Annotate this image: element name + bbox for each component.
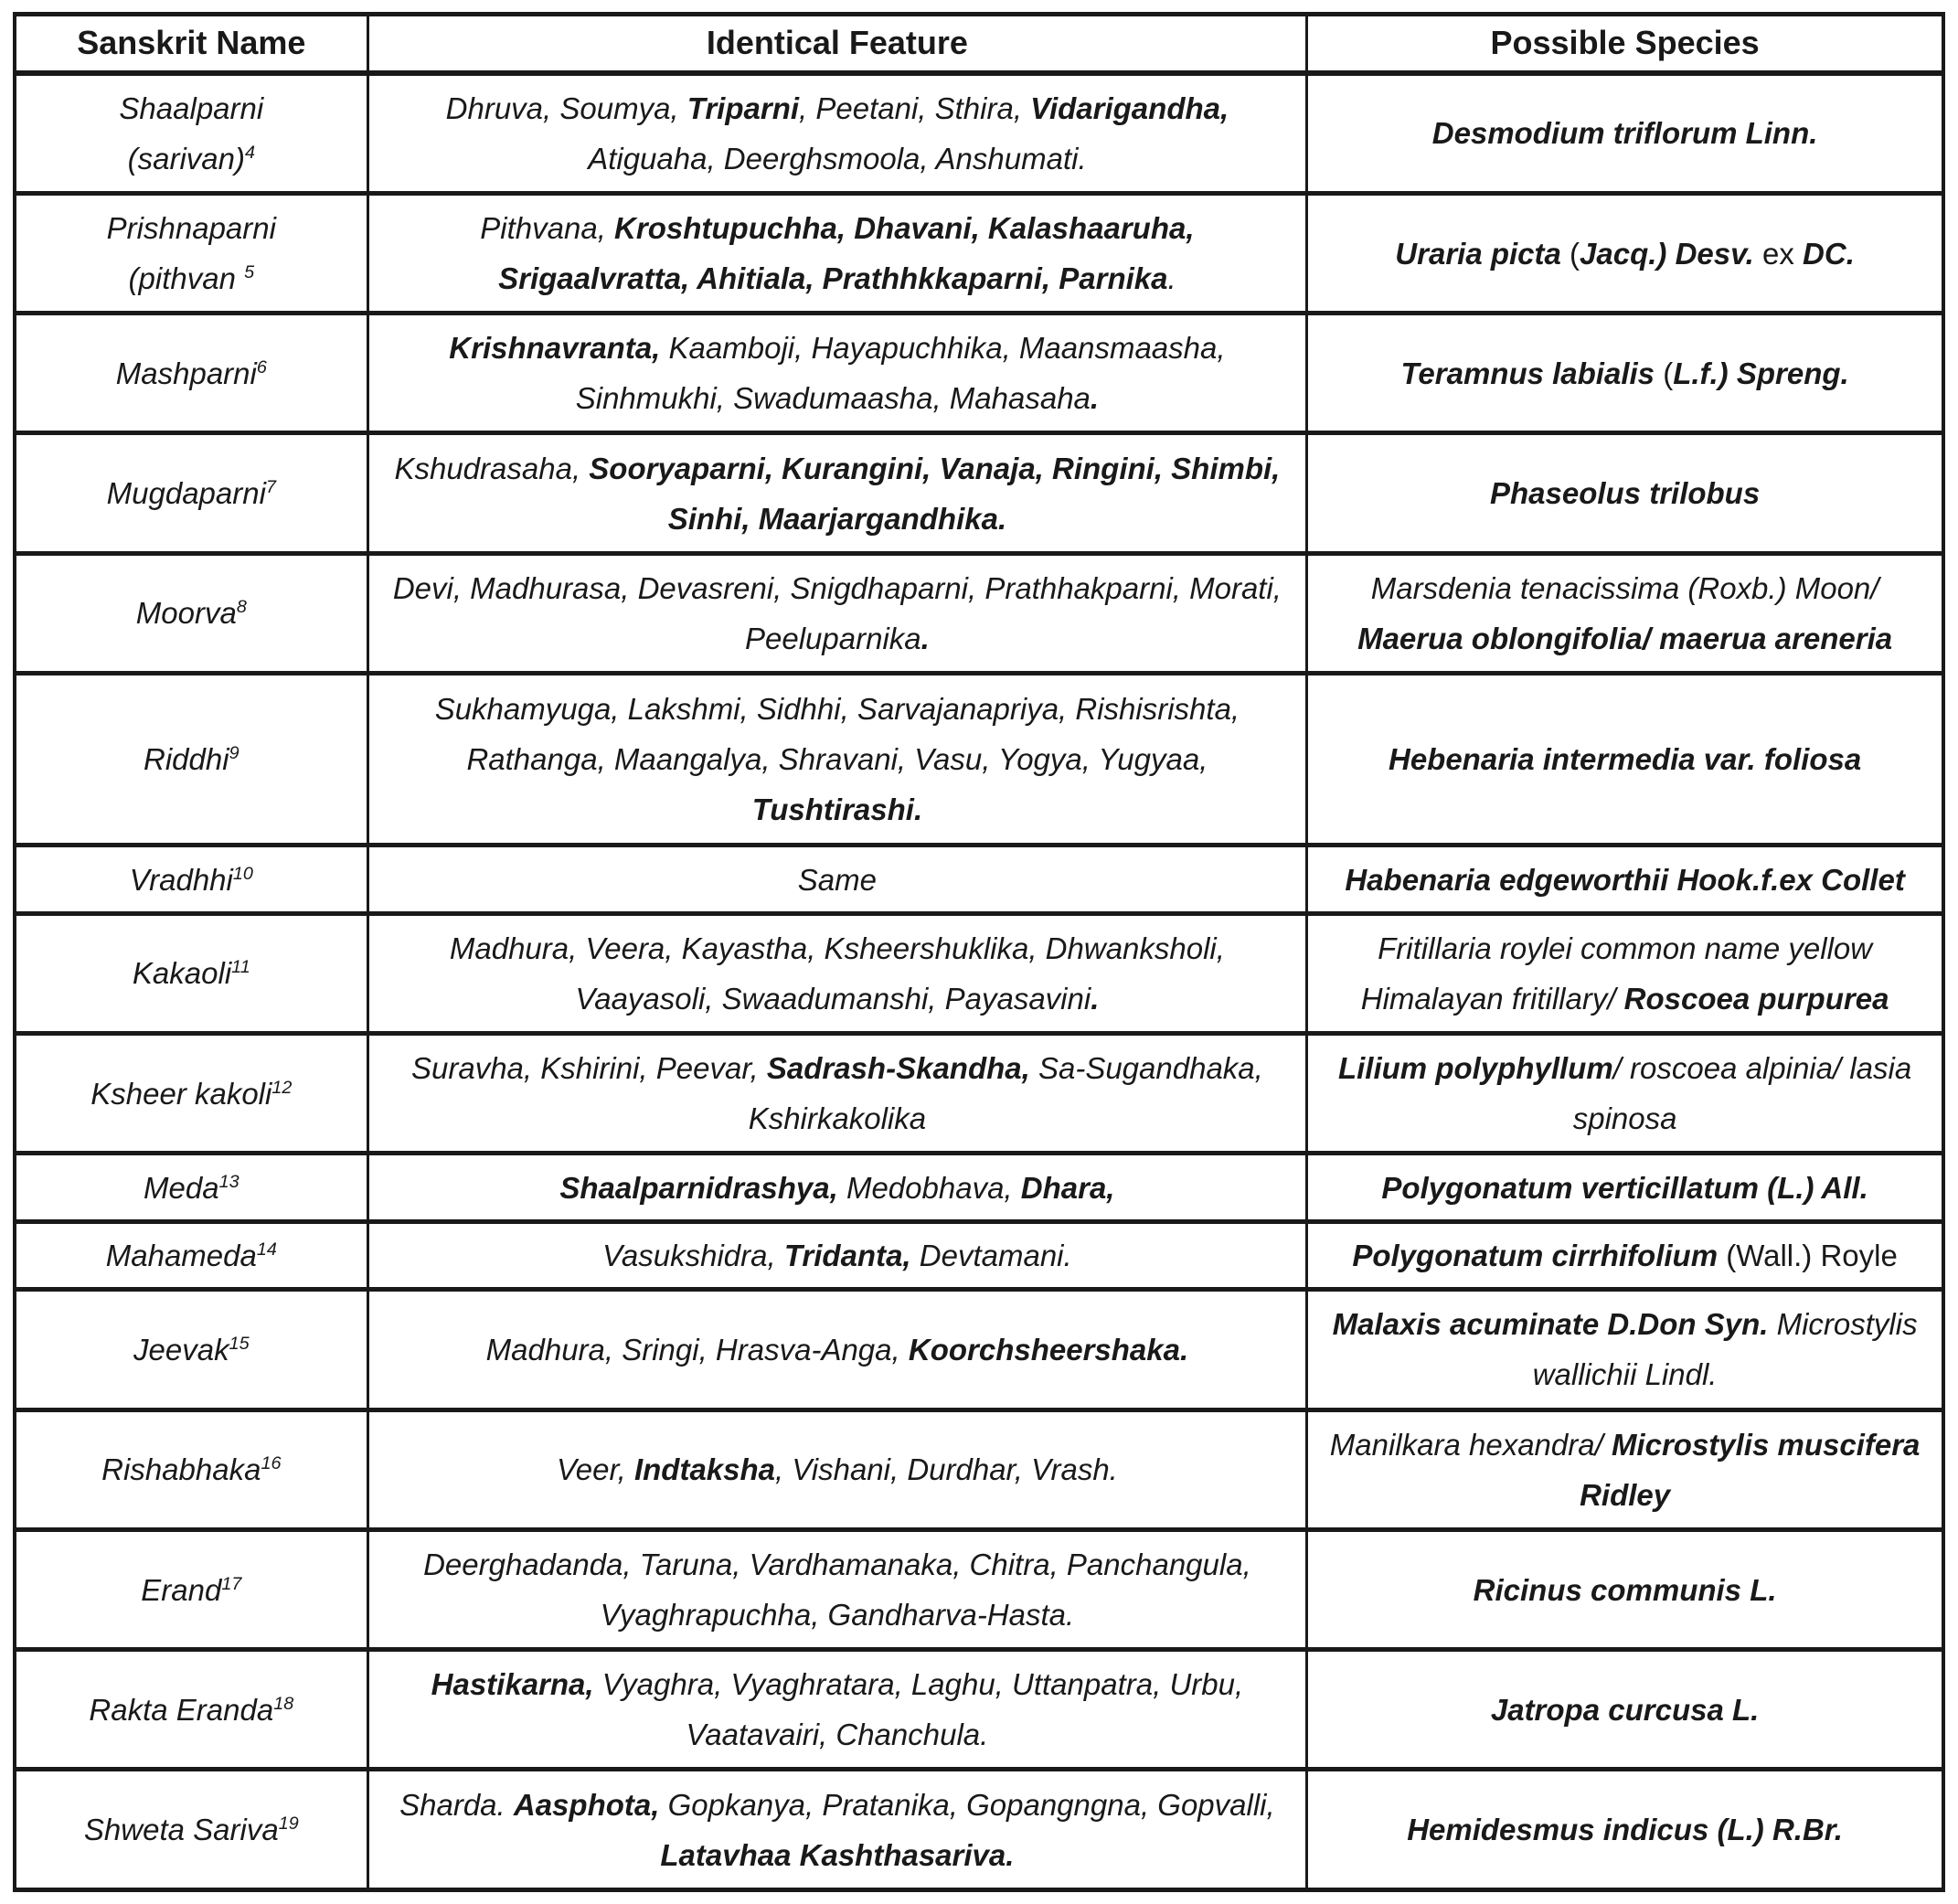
- reference-superscript: 18: [273, 1693, 294, 1714]
- possible-species-cell: [1307, 846, 1943, 913]
- text-segment: ex: [1753, 236, 1804, 271]
- table-row: [15, 1034, 1943, 1154]
- text-segment: Kaamboji, Hayapuchhika, Maansmaasha, Sinhmukhi, Swadumaasha, Mahasaha: [575, 331, 1226, 416]
- text-segment: Marsdenia tenacissima (Roxb.) Moon/: [1370, 570, 1879, 605]
- text-segment: Sadrash-Skandha,: [766, 1051, 1030, 1086]
- text-segment: Madhura, Sringi, Hrasva-Anga,: [485, 1332, 909, 1367]
- table-row: [15, 1650, 1943, 1770]
- table-body: [15, 73, 1943, 1890]
- possible-species-cell: [1307, 193, 1943, 313]
- identical-feature-cell: [367, 314, 1307, 433]
- table-row: [15, 433, 1943, 553]
- text-segment: Shaalparni: [119, 90, 264, 125]
- sanskrit-name-cell: [15, 193, 367, 313]
- possible-species-cell: [1307, 314, 1943, 433]
- text-segment: Triparni: [686, 90, 800, 125]
- text-segment: Veer,: [556, 1452, 634, 1487]
- sanskrit-name-cell: [15, 314, 367, 433]
- table-row: [15, 73, 1943, 194]
- text-segment: Same: [797, 862, 878, 897]
- text-segment: Roscoea purpurea: [1623, 981, 1889, 1016]
- table-row: [15, 1290, 1943, 1409]
- text-segment: Lilium polyphyllum: [1337, 1051, 1613, 1086]
- text-segment: Medobhava,: [837, 1170, 1021, 1205]
- text-segment: Ricinus communis L.: [1473, 1572, 1777, 1607]
- text-segment: , Peetani, Sthira,: [799, 90, 1031, 125]
- text-segment: Suravha, Kshirini, Peevar,: [410, 1051, 767, 1086]
- text-segment: Aasphota,: [513, 1787, 660, 1822]
- text-segment: .: [1091, 981, 1100, 1016]
- text-segment: Maerua oblongifolia/ maerua areneria: [1357, 621, 1893, 655]
- table-row: [15, 1154, 1943, 1221]
- text-segment: Rishabhaka: [101, 1452, 261, 1487]
- identical-feature-cell: [367, 674, 1307, 846]
- col-header-identical-feature: Identical Feature: [367, 15, 1307, 73]
- text-segment: Manilkara hexandra/: [1329, 1427, 1612, 1462]
- table-row: [15, 1529, 1943, 1649]
- text-segment: Atiguaha, Deerghsmoola, Anshumati.: [588, 141, 1087, 176]
- text-segment: Madhura, Veera, Kayastha, Ksheershuklika, Dhwanksholi, Vaayasoli, Swaadumanshi, Payasavini: [449, 931, 1225, 1016]
- table-row: [15, 553, 1943, 673]
- identical-feature-cell: [367, 1650, 1307, 1770]
- reference-superscript: 5: [244, 262, 255, 282]
- identical-feature-cell: [367, 73, 1307, 194]
- table-row: [15, 1221, 1943, 1289]
- text-segment: .: [1167, 261, 1176, 295]
- text-segment: Habenaria edgeworthii Hook.f.ex Collet: [1345, 862, 1905, 897]
- text-segment: Vasukshidra,: [602, 1239, 784, 1272]
- identical-feature-cell: [367, 1290, 1307, 1409]
- sanskrit-name-cell: [15, 73, 367, 194]
- text-segment: Sooryaparni, Kurangini, Vanaja, Ringini, Shimbi, Sinhi, Maarjargandhika.: [589, 451, 1281, 536]
- text-segment: DC.: [1803, 236, 1855, 271]
- text-segment: Microstylis muscifera Ridley: [1580, 1427, 1921, 1512]
- possible-species-cell: [1307, 433, 1943, 553]
- text-segment: Kshudrasaha,: [394, 451, 590, 485]
- sanskrit-name-cell: [15, 913, 367, 1033]
- header-row: [15, 15, 1943, 73]
- identical-feature-cell: [367, 1529, 1307, 1649]
- text-segment: Phaseolus trilobus: [1489, 476, 1761, 511]
- identical-feature-cell: [367, 433, 1307, 553]
- text-segment: Jatropa curcusa L.: [1490, 1692, 1760, 1727]
- text-segment: Uraria picta: [1395, 236, 1570, 271]
- text-segment: Tushtirashi.: [751, 792, 923, 827]
- sanskrit-name-cell: [15, 553, 367, 673]
- text-segment: (: [1663, 356, 1674, 390]
- table-row: [15, 1409, 1943, 1529]
- text-segment: Shweta Sariva: [83, 1813, 279, 1847]
- text-segment: Sa-Sugandhaka, Kshirkakolika: [748, 1051, 1263, 1136]
- text-segment: Vidarigandha,: [1030, 90, 1229, 125]
- text-segment: Rakta Eranda: [89, 1692, 274, 1727]
- possible-species-cell: [1307, 1034, 1943, 1154]
- possible-species-cell: [1307, 1650, 1943, 1770]
- text-segment: Krishnavranta,: [449, 331, 661, 366]
- reference-superscript: 14: [256, 1239, 277, 1260]
- reference-superscript: 6: [256, 356, 267, 378]
- text-segment: .: [1090, 381, 1100, 416]
- text-segment: Jeevak: [133, 1332, 229, 1367]
- reference-superscript: 7: [265, 477, 276, 498]
- sanskrit-name-cell: [15, 1650, 367, 1770]
- text-segment: Koorchsheershaka.: [908, 1332, 1189, 1367]
- text-segment: Dhruva, Soumya,: [445, 90, 687, 125]
- text-segment: Vyaghra, Vyaghratara, Laghu, Uttanpatra, Urbu, Vaatavairi, Chanchula.: [593, 1667, 1244, 1752]
- reference-superscript: 17: [221, 1573, 242, 1594]
- text-segment: Devtamani.: [910, 1239, 1072, 1272]
- text-segment: Microstylis wallichii Lindl.: [1532, 1307, 1918, 1392]
- reference-superscript: 16: [261, 1453, 282, 1474]
- identical-feature-cell: [367, 913, 1307, 1033]
- text-segment: L.f.) Spreng.: [1673, 356, 1849, 390]
- sanskrit-name-cell: [15, 1290, 367, 1409]
- text-segment: Mashparni: [115, 356, 257, 390]
- text-segment: Polygonatum cirrhifolium: [1352, 1239, 1719, 1272]
- text-segment: Indtaksha: [633, 1452, 776, 1487]
- text-segment: Desmodium triflorum Linn.: [1431, 116, 1818, 151]
- identical-feature-cell: [367, 1154, 1307, 1221]
- identical-feature-cell: [367, 1770, 1307, 1890]
- text-segment: Kakaoli: [132, 956, 232, 991]
- sanskrit-name-cell: [15, 433, 367, 553]
- text-segment: Latavhaa Kashthasariva.: [660, 1837, 1015, 1872]
- table-row: [15, 314, 1943, 433]
- reference-superscript: 9: [229, 743, 239, 764]
- reference-superscript: 12: [271, 1077, 293, 1098]
- text-segment: Ksheer kakoli: [90, 1076, 272, 1111]
- text-segment: Deerghadanda, Taruna, Vardhamanaka, Chitra, Panchangula, Vyaghrapuchha, Gandharva-Hasta.: [423, 1548, 1251, 1632]
- sanskrit-name-cell: [15, 1529, 367, 1649]
- identical-feature-cell: [367, 1409, 1307, 1529]
- table-row: [15, 846, 1943, 913]
- table-row: [15, 674, 1943, 846]
- text-segment: Meda: [144, 1170, 219, 1205]
- text-segment: Devi, Madhurasa, Devasreni, Snigdhaparni, Prathhakparni, Morati, Peeluparnika: [392, 570, 1282, 655]
- text-segment: , Vishani, Durdhar, Vrash.: [775, 1452, 1118, 1487]
- possible-species-cell: [1307, 553, 1943, 673]
- possible-species-cell: [1307, 1409, 1943, 1529]
- text-segment: Prishnaparni: [106, 211, 276, 245]
- text-segment: Jacq.) Desv.: [1580, 236, 1754, 271]
- possible-species-cell: [1307, 1154, 1943, 1221]
- possible-species-cell: [1307, 674, 1943, 846]
- text-segment: Shaalparnidrashya,: [559, 1170, 838, 1205]
- reference-superscript: 10: [232, 863, 253, 884]
- text-segment: (pithvan: [128, 261, 245, 295]
- table-row: [15, 1770, 1943, 1890]
- identical-feature-cell: [367, 1221, 1307, 1289]
- text-segment: (: [1570, 236, 1580, 271]
- text-segment: Tridanta,: [783, 1239, 911, 1272]
- sanskrit-name-cell: [15, 1154, 367, 1221]
- text-segment: Malaxis acuminate D.Don Syn.: [1332, 1307, 1769, 1342]
- text-segment: / roscoea alpinia/ lasia spinosa: [1572, 1051, 1912, 1136]
- text-segment: .: [920, 621, 930, 655]
- text-segment: Dhara,: [1020, 1170, 1115, 1205]
- identical-feature-cell: [367, 193, 1307, 313]
- sanskrit-name-cell: [15, 1770, 367, 1890]
- sanskrit-name-cell: [15, 1034, 367, 1154]
- table-row: [15, 193, 1943, 313]
- possible-species-cell: [1307, 1290, 1943, 1409]
- text-segment: Hebenaria intermedia var. foliosa: [1388, 742, 1862, 777]
- text-segment: Hastikarna,: [431, 1667, 594, 1702]
- col-header-possible-species: Possible Species: [1307, 15, 1943, 73]
- text-segment: Riddhi: [144, 742, 229, 777]
- reference-superscript: 11: [231, 957, 250, 978]
- text-segment: Moorva: [135, 596, 237, 631]
- identical-feature-cell: [367, 553, 1307, 673]
- text-segment: Sharda.: [399, 1787, 514, 1822]
- text-segment: Fritillaria roylei common name yellow Himalayan fritillary/: [1360, 931, 1873, 1016]
- text-segment: Mugdaparni: [106, 476, 266, 511]
- table-row: [15, 913, 1943, 1033]
- text-segment: (sarivan): [127, 141, 245, 176]
- text-segment: Polygonatum verticillatum (L.) All.: [1381, 1170, 1868, 1205]
- reference-superscript: 8: [236, 597, 247, 618]
- text-segment: Kroshtupuchha, Dhavani, Kalashaaruha, Srigaalvratta, Ahitiala, Prathhkkaparni, Parnika: [498, 211, 1195, 295]
- possible-species-cell: [1307, 913, 1943, 1033]
- text-segment: Erand: [141, 1572, 222, 1607]
- col-header-sanskrit-name: Sanskrit Name: [15, 15, 367, 73]
- text-segment: Vradhhi: [129, 862, 233, 897]
- text-segment: Mahameda: [105, 1239, 257, 1272]
- possible-species-cell: [1307, 1770, 1943, 1890]
- reference-superscript: 4: [244, 142, 255, 163]
- text-segment: Gopkanya, Pratanika, Gopangngna, Gopvalli,: [659, 1787, 1275, 1822]
- text-segment: Pithvana,: [480, 211, 615, 245]
- identical-feature-cell: [367, 846, 1307, 913]
- sanskrit-species-table: [13, 12, 1945, 1892]
- possible-species-cell: [1307, 1221, 1943, 1289]
- text-segment: (Wall.) Royle: [1718, 1239, 1898, 1272]
- sanskrit-name-cell: [15, 846, 367, 913]
- sanskrit-name-cell: [15, 1221, 367, 1289]
- reference-superscript: 15: [229, 1333, 250, 1354]
- text-segment: Sukhamyuga, Lakshmi, Sidhhi, Sarvajanapriya, Rishisrishta, Rathanga, Maangalya, Shravani, Vasu, Yogya, Yugyaa,: [434, 692, 1240, 777]
- possible-species-cell: [1307, 1529, 1943, 1649]
- possible-species-cell: [1307, 73, 1943, 194]
- sanskrit-name-cell: [15, 674, 367, 846]
- reference-superscript: 19: [278, 1814, 299, 1835]
- identical-feature-cell: [367, 1034, 1307, 1154]
- sanskrit-name-cell: [15, 1409, 367, 1529]
- text-segment: Teramnus labialis: [1400, 356, 1664, 390]
- reference-superscript: 13: [218, 1171, 239, 1192]
- text-segment: Hemidesmus indicus (L.) R.Br.: [1407, 1813, 1843, 1847]
